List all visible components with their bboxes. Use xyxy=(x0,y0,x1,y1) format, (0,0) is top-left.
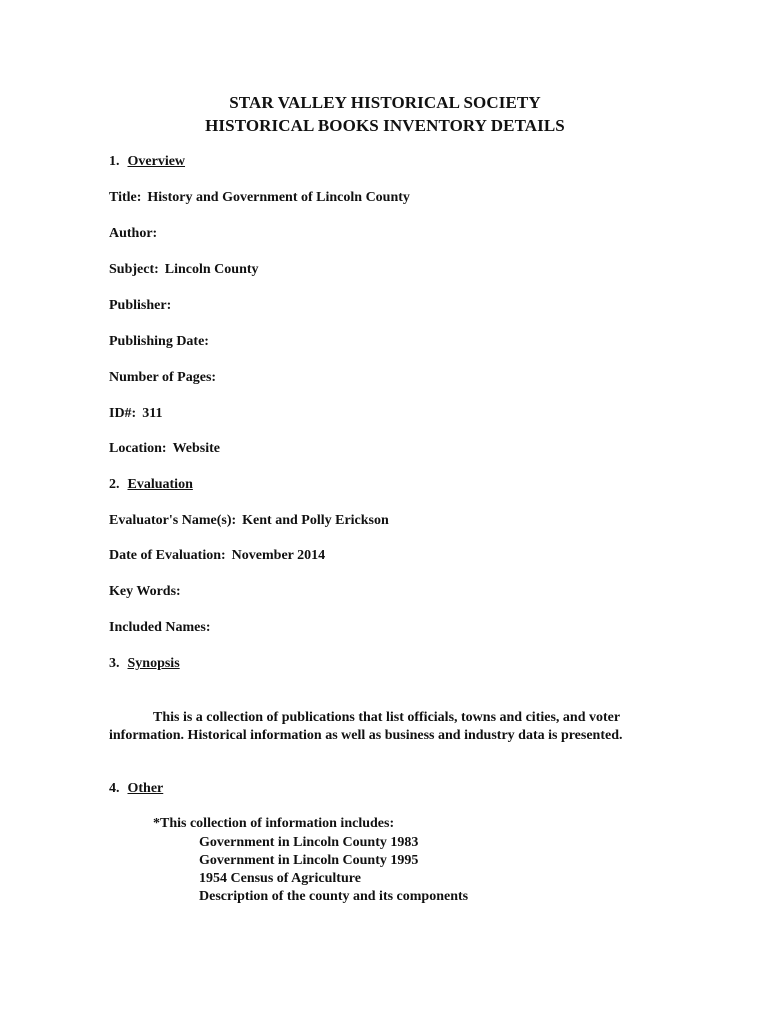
section-heading-text: Overview xyxy=(127,154,186,169)
section-number: 4. xyxy=(109,781,120,796)
section-number: 1. xyxy=(109,154,120,169)
field-included-names xyxy=(109,620,217,636)
section-number: 2. xyxy=(109,477,120,492)
field-label: Publisher: xyxy=(109,298,172,313)
field-label: Evaluator's Name(s): xyxy=(109,513,237,528)
list-item: Description of the county and its components xyxy=(199,889,469,904)
document-title: HISTORICAL BOOKS INVENTORY DETAILS xyxy=(205,116,565,135)
section-heading-evaluation xyxy=(109,477,193,493)
field-label: Key Words: xyxy=(109,584,181,599)
field-value: Website xyxy=(172,441,221,456)
field-location xyxy=(109,441,220,457)
list-item: 1954 Census of Agriculture xyxy=(199,871,361,886)
list-item: Government in Lincoln County 1995 xyxy=(199,853,419,868)
field-label: Date of Evaluation: xyxy=(109,548,226,563)
section-number: 3. xyxy=(109,656,120,671)
field-value: 311 xyxy=(142,406,163,421)
field-label: Title: xyxy=(109,190,142,205)
field-id xyxy=(109,406,162,422)
field-publisher xyxy=(109,298,177,314)
field-label: Author: xyxy=(109,226,158,241)
field-publishing-date xyxy=(109,334,215,350)
field-date-of-evaluation xyxy=(109,548,325,564)
field-value: November 2014 xyxy=(231,548,326,563)
included-items-list xyxy=(199,834,468,906)
section-heading-overview xyxy=(109,154,185,170)
field-label: Location: xyxy=(109,441,167,456)
section-heading-text: Synopsis xyxy=(127,656,180,671)
section-heading-synopsis xyxy=(109,656,180,672)
field-label: Included Names: xyxy=(109,620,211,635)
list-item: Government in Lincoln County 1983 xyxy=(199,835,419,850)
field-value: Kent and Polly Erickson xyxy=(242,513,389,528)
field-title xyxy=(109,190,410,206)
synopsis-paragraph: This is a collection of publications that list officials, towns and cities, and voter information. Historical information as well as business and industry data is presented. xyxy=(109,710,623,743)
field-value: History and Government of Lincoln County xyxy=(147,190,410,205)
field-key-words xyxy=(109,584,187,600)
field-label: Number of Pages: xyxy=(109,370,217,385)
field-author xyxy=(109,226,163,242)
field-subject xyxy=(109,262,259,278)
field-evaluator xyxy=(109,513,389,529)
field-number-of-pages xyxy=(109,370,222,386)
society-title: STAR VALLEY HISTORICAL SOCIETY xyxy=(229,93,541,112)
field-value: Lincoln County xyxy=(164,262,259,277)
section-heading-text: Other xyxy=(127,781,164,796)
field-label: ID#: xyxy=(109,406,137,421)
section-heading-text: Evaluation xyxy=(127,477,193,492)
other-intro-text: *This collection of information includes: xyxy=(153,816,395,831)
field-label: Publishing Date: xyxy=(109,334,209,349)
field-label: Subject: xyxy=(109,262,159,277)
section-heading-other xyxy=(109,781,163,797)
